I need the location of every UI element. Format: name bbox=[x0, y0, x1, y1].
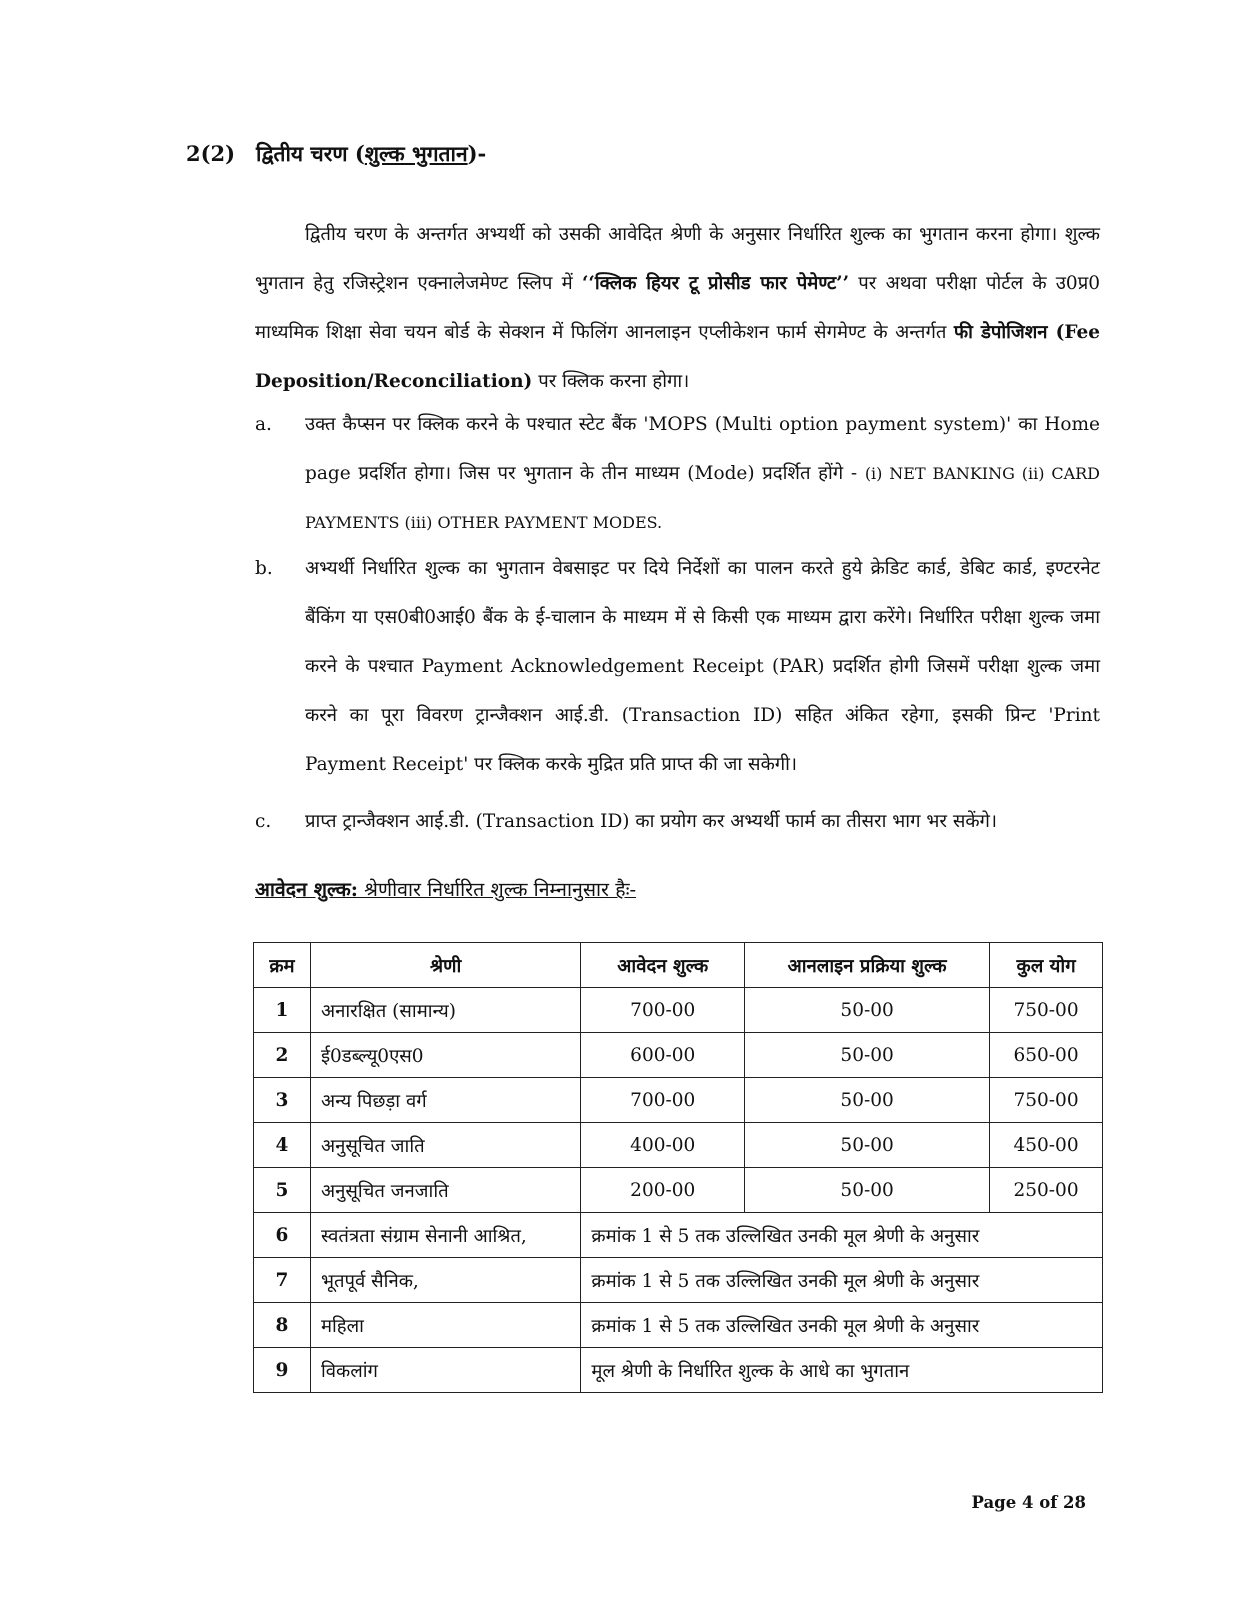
header-serial: क्रम bbox=[254, 943, 311, 988]
row-category: विकलांग bbox=[310, 1348, 580, 1393]
section-title-prefix: द्वितीय चरण ( bbox=[256, 141, 365, 166]
row-application-fee: 400-00 bbox=[581, 1123, 745, 1168]
table-row bbox=[254, 1258, 1103, 1303]
row-category: ई0डब्ल्यू0एस0 bbox=[310, 1033, 580, 1078]
table-row bbox=[254, 1123, 1103, 1168]
fee-table bbox=[253, 942, 1103, 1393]
intro-bold-2: फी डेपोजिशन (Fee Deposition/Reconciliation) bbox=[255, 322, 1100, 392]
row-fee-note: मूल श्रेणी के निर्धारित शुल्क के आधे का भुगतान bbox=[581, 1348, 1103, 1393]
row-fee-note: क्रमांक 1 से 5 तक उल्लिखित उनकी मूल श्रेणी के अनुसार bbox=[581, 1303, 1103, 1348]
row-online-fee: 50-00 bbox=[745, 988, 990, 1033]
table-row bbox=[254, 1168, 1103, 1213]
row-total: 750-00 bbox=[990, 988, 1103, 1033]
row-serial: 7 bbox=[254, 1258, 311, 1303]
section-title-underlined: शुल्क भुगतान bbox=[364, 141, 468, 166]
row-category: महिला bbox=[310, 1303, 580, 1348]
row-category: अनारक्षित (सामान्य) bbox=[310, 988, 580, 1033]
row-category: अन्य पिछड़ा वर्ग bbox=[310, 1078, 580, 1123]
row-serial: 4 bbox=[254, 1123, 311, 1168]
table-row bbox=[254, 1033, 1103, 1078]
section-heading bbox=[186, 140, 486, 168]
header-total: कुल योग bbox=[990, 943, 1103, 988]
row-fee-note: क्रमांक 1 से 5 तक उल्लिखित उनकी मूल श्रेणी के अनुसार bbox=[581, 1213, 1103, 1258]
intro-bold-1: ‘‘क्लिक हियर टू प्रोसीड फार पेमेण्ट’’ bbox=[581, 273, 850, 294]
row-application-fee: 200-00 bbox=[581, 1168, 745, 1213]
list-item-label: b. bbox=[255, 558, 273, 579]
row-online-fee: 50-00 bbox=[745, 1123, 990, 1168]
row-category: स्वतंत्रता संग्राम सेनानी आश्रित, bbox=[310, 1213, 580, 1258]
intro-paragraph bbox=[255, 210, 1100, 406]
table-row bbox=[254, 1348, 1103, 1393]
row-online-fee: 50-00 bbox=[745, 1168, 990, 1213]
intro-text-2: पर अथवा परीक्षा पोर्टल के उ0प्र0 माध्यमिक शिक्षा सेवा चयन बोर्ड के सेक्शन में फिलिंग आनलाइन एप्लीकेशन फार्म सेगमेण्ट के अन्तर्गत bbox=[255, 273, 1100, 343]
list-item-text: प्राप्त ट्रान्जैक्शन आई.डी. (Transaction ID) का प्रयोग कर अभ्यर्थी फार्म का तीसरा भाग भर सकेंगे। bbox=[305, 811, 997, 832]
row-serial: 1 bbox=[254, 988, 311, 1033]
list-item-a-text: उक्त कैप्सन पर क्लिक करने के पश्चात स्टेट बैंक 'MOPS (Multi option payment system)' का Home page प्रदर्शित होगा। जिस पर भुगतान के तीन माध्यम (Mode) प्रदर्शित होंगे - bbox=[305, 414, 1100, 484]
list-item-label: c. bbox=[255, 811, 272, 832]
section-number: 2(2) bbox=[186, 141, 236, 166]
row-total: 450-00 bbox=[990, 1123, 1103, 1168]
row-total: 750-00 bbox=[990, 1078, 1103, 1123]
row-serial: 5 bbox=[254, 1168, 311, 1213]
page-number: Page 4 of 28 bbox=[971, 1493, 1086, 1512]
table-header-row bbox=[254, 943, 1103, 988]
row-serial: 3 bbox=[254, 1078, 311, 1123]
row-application-fee: 600-00 bbox=[581, 1033, 745, 1078]
row-online-fee: 50-00 bbox=[745, 1078, 990, 1123]
row-total: 250-00 bbox=[990, 1168, 1103, 1213]
row-serial: 9 bbox=[254, 1348, 311, 1393]
intro-text-3: पर क्लिक करना होगा। bbox=[532, 371, 690, 392]
row-category: भूतपूर्व सैनिक, bbox=[310, 1258, 580, 1303]
table-row bbox=[254, 988, 1103, 1033]
fee-title-rest: श्रेणीवार निर्धारित शुल्क निम्नानुसार हैः- bbox=[357, 878, 637, 901]
header-application-fee: आवेदन शुल्क bbox=[581, 943, 745, 988]
fee-title bbox=[255, 875, 636, 902]
row-serial: 6 bbox=[254, 1213, 311, 1258]
row-category: अनुसूचित जाति bbox=[310, 1123, 580, 1168]
table-row bbox=[254, 1303, 1103, 1348]
row-serial: 2 bbox=[254, 1033, 311, 1078]
row-category: अनुसूचित जनजाति bbox=[310, 1168, 580, 1213]
row-serial: 8 bbox=[254, 1303, 311, 1348]
list-item-b bbox=[255, 544, 1100, 789]
list-item-a bbox=[255, 400, 1100, 547]
list-item-text: अभ्यर्थी निर्धारित शुल्क का भुगतान वेबसाइट पर दिये निर्देशों का पालन करते हुये क्रेडिट कार्ड, डेबिट कार्ड, इण्टरनेट बैंकिंग या एस0बी0आई0 बैंक के ई-चालान के माध्यम में से किसी एक माध्यम द्वारा करेंगे। निर्धारित परीक्षा शुल्क जमा करने के पश्चात Payment Acknowledgement Receipt (PAR) प्रदर्शित होगी जिसमें परीक्षा शुल्क जमा करने का पूरा विवरण ट्रान्जैक्शन आई.डी. (Transaction ID) सहित अंकित रहेगा, इसकी प्रिन्ट 'Print Payment Receipt' पर क्लिक करके मुद्रित प्रति प्राप्त की जा सकेगी। bbox=[305, 558, 1100, 775]
list-item-label: a. bbox=[255, 414, 272, 435]
fee-title-bold: आवेदन शुल्क: bbox=[255, 878, 358, 901]
row-application-fee: 700-00 bbox=[581, 988, 745, 1033]
section-title-suffix: )- bbox=[467, 141, 487, 166]
header-online-fee: आनलाइन प्रक्रिया शुल्क bbox=[745, 943, 990, 988]
table-row bbox=[254, 1213, 1103, 1258]
row-application-fee: 700-00 bbox=[581, 1078, 745, 1123]
row-fee-note: क्रमांक 1 से 5 तक उल्लिखित उनकी मूल श्रेणी के अनुसार bbox=[581, 1258, 1103, 1303]
list-item-text bbox=[305, 400, 1100, 547]
intro-text-1: द्वितीय चरण के अन्तर्गत अभ्यर्थी को उसकी आवेदित श्रेणी के अनुसार निर्धारित शुल्क का भुगतान करना होगा। शुल्क भुगतान हेतु रजिस्ट्रेशन एक्नालेजमेण्ट स्लिप में bbox=[255, 224, 1100, 294]
row-total: 650-00 bbox=[990, 1033, 1103, 1078]
header-category: श्रेणी bbox=[310, 943, 580, 988]
row-online-fee: 50-00 bbox=[745, 1033, 990, 1078]
table-row bbox=[254, 1078, 1103, 1123]
list-item-c bbox=[255, 797, 1100, 846]
list-item-a-modes: (i) NET BANKING (ii) CARD PAYMENTS (iii) OTHER PAYMENT MODES. bbox=[305, 464, 1101, 532]
